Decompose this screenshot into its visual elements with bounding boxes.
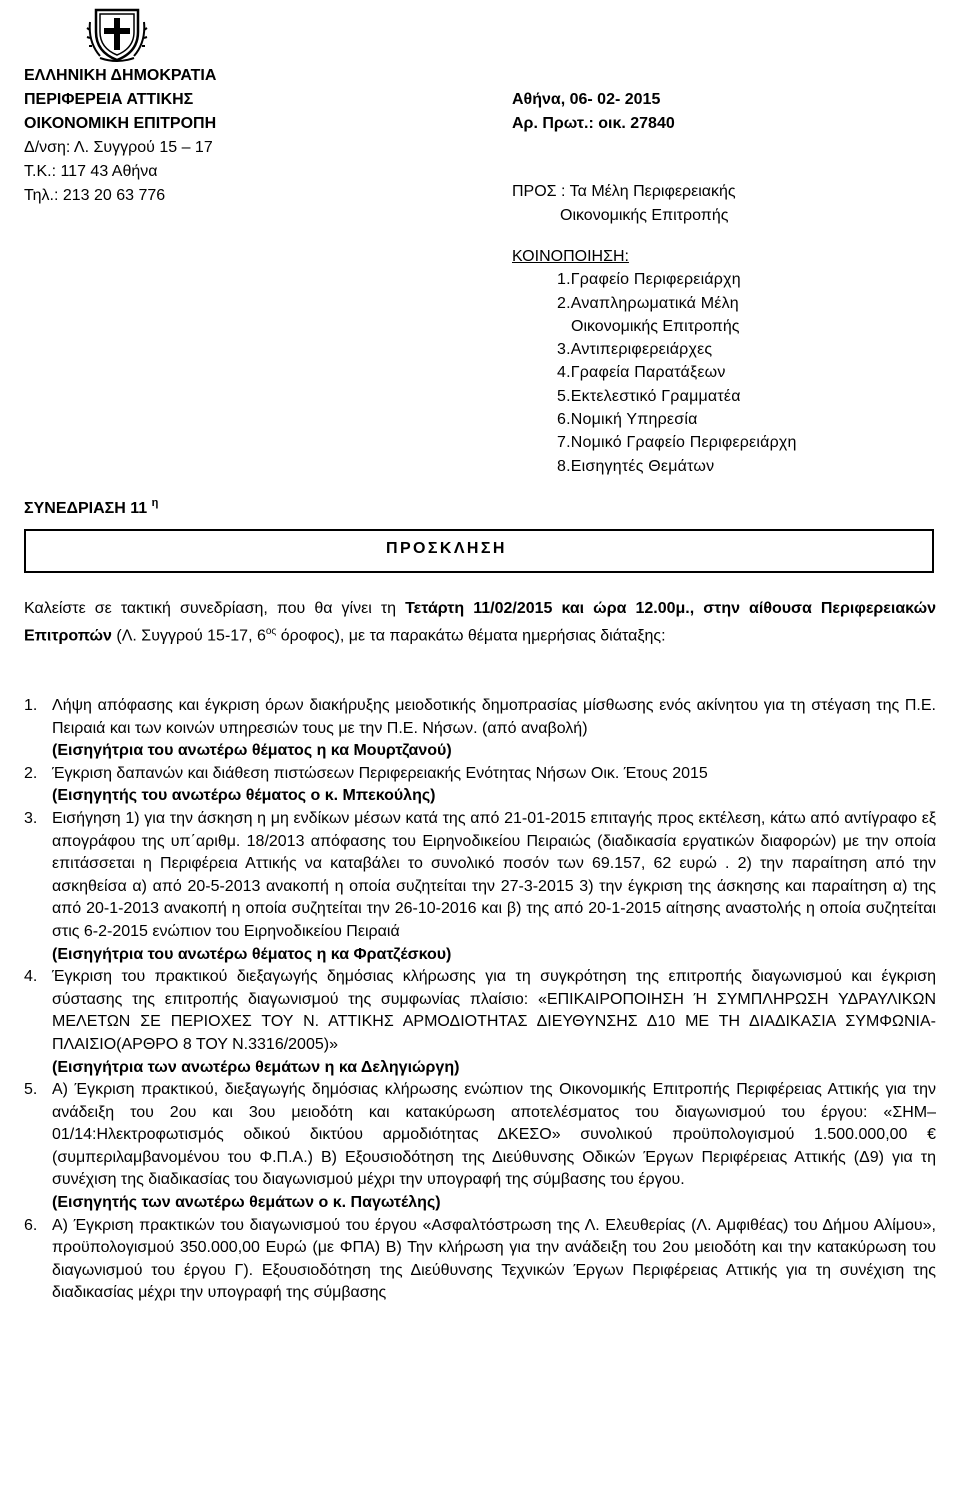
cc-item: 5.Εκτελεστικό Γραμματέα	[557, 387, 741, 405]
issuer-block	[24, 64, 216, 208]
session-sup: η	[151, 497, 159, 509]
cc-item: 7.Νομικό Γραφείο Περιφερειάρχη	[557, 434, 797, 452]
intro-paragraph	[24, 598, 936, 648]
agenda-rapporteur: (Εισηγητής των ανωτέρω θεμάτων ο κ. Παγωτέλης)	[52, 1194, 441, 1212]
issuer-line: Τηλ.: 213 20 63 776	[24, 187, 166, 204]
agenda-rapporteur: (Εισηγήτρια του ανωτέρω θέματος η κα Μουρτζανού)	[52, 742, 452, 760]
agenda-number: 5.	[24, 1081, 38, 1099]
recipient-line: Οικονομικής Επιτροπής	[560, 207, 729, 224]
agenda-list	[24, 695, 936, 1305]
intro-sup: ος	[265, 625, 277, 637]
issuer-line: ΟΙΚΟΝΟΜΙΚΗ ΕΠΙΤΡΟΠΗ	[24, 115, 217, 132]
agenda-item	[24, 966, 936, 1079]
agenda-number: 1.	[24, 697, 38, 714]
issuer-line: ΕΛΛΗΝΙΚΗ ΔΗΜΟΚΡΑΤΙΑ	[24, 67, 217, 84]
invitation-title: ΠΡΟΣΚΛΗΣΗ	[386, 540, 507, 557]
cc-item: 2.Αναπληρωματικά Μέλη	[557, 294, 739, 312]
cc-item: 8.Εισηγητές Θεμάτων	[557, 457, 715, 475]
document-date: Αθήνα, 06- 02- 2015	[512, 91, 661, 108]
cc-item: 4.Γραφεία Παρατάξεων	[557, 364, 726, 382]
agenda-rapporteur: (Εισηγήτρια του ανωτέρω θέματος η κα Φρατζέσκου)	[52, 945, 452, 963]
agenda-number: 4.	[24, 968, 38, 986]
agenda-rapporteur: (Εισηγητής του ανωτέρω θέματος ο κ. Μπεκούλης)	[52, 787, 436, 805]
agenda-text: Α) Έγκριση πρακτικών του διαγωνισμού του έργου «Ασφαλτόστρωση της Λ. Ελευθερίας (Λ. Αμφιθέας) του Δήμου Αλίμου», προϋπολογισμού 350.000,00 Ευρώ (με ΦΠΑ) Β) Την κλήρωση για την ανάδειξη του 2ου μειοδότη και την κατακύρωση του διαγωνισμού του έργου Γ). Εξουσιοδότηση της Διεύθυνσης Τεχνικών Έργων Περιφέρειας Αττικής για τη συνέχιση της διαδικασίας μέχρι την υπογραφή της σύμβασης	[52, 1216, 936, 1302]
agenda-item	[24, 1215, 936, 1305]
intro-text: όροφος), με τα παρακάτω θέματα ημερήσιας διάταξης:	[276, 626, 666, 644]
cc-item: 1.Γραφείο Περιφερειάρχη	[557, 271, 741, 289]
issuer-line: Δ/νση: Λ. Συγγρού 15 – 17	[24, 139, 213, 156]
agenda-rapporteur: (Εισηγήτρια των ανωτέρω θεμάτων η κα Δεληγιώργη)	[52, 1058, 460, 1076]
agenda-number: 2.	[24, 764, 38, 782]
recipient-line: ΠΡΟΣ : Τα Μέλη Περιφερειακής	[512, 183, 736, 200]
cc-title: ΚΟΙΝΟΠΟΙΗΣΗ:	[512, 248, 629, 265]
cc-item: 3.Αντιπεριφερειάρχες	[557, 341, 713, 359]
agenda-text: Έγκριση του πρακτικού διεξαγωγής δημόσιας κλήρωσης για τη συγκρότηση της επιτροπής διαγωνισμού και έγκριση σύστασης της επιτροπής διαγωνισμού της συμφωνίας πλαίσιο: «ΕΠΙΚΑΙΡΟΠΟΙΗΣΗ Ή ΣΥΜΠΛΗΡΩΣΗ ΥΔΡΑΥΛΙΚΩΝ ΜΕΛΕΤΩΝ ΣΕ ΠΕΡΙΟΧΕΣ ΤΟΥ Ν. ΑΤΤΙΚΗΣ ΑΡΜΟΔΙΟΤΗΤΑΣ ΔΙΕΥΘΥΝΣΗΣ Δ10 ΜΕ ΤΗ ΔΙΑΔΙΚΑΣΙΑ ΣΥΜΦΩΝΙΑ-ΠΛΑΙΣΙΟ(ΑΡΘΡΟ 8 ΤΟΥ Ν.3316/2005)»	[52, 968, 936, 1053]
greek-emblem-icon	[86, 2, 148, 64]
cc-item: 6.Νομική Υπηρεσία	[557, 411, 698, 429]
agenda-text: Εισήγηση 1) για την άσκηση η μη ενδίκων μέσων κατά της από 21-01-2015 επιταγής προς εκτέλεση, κάτω από αντίγραφο εξ απογράφου της υπ΄αριθμ. 18/2013 απόφασης του Ειρηνοδικείου Πειραιώς (διαδικασία εργατικών διαφορών) με την οποία επιτάσσεται η Περιφέρεια Αττικής να καταβάλει το συνολικό ποσόν των 69.157, 62 ευρώ . 2) την παραίτηση από την ασκηθείσα α) από 20-5-2013 ανακοπή η οποία συζητείται την 27-3-2015 3) την έγκριση της άσκησης και παραίτηση α) της από 20-1-2013 ανακοπή η οποία συζητείται την 26-10-2016 και β) της από 20-1-2015 αίτησης αναστολής η οποία συζητείται στις 6-2-2015 ενώπιον του Ειρηνοδικείου Πειραιά	[52, 809, 936, 940]
cc-item: Οικονομικής Επιτροπής	[571, 317, 740, 335]
agenda-text: Λήψη απόφασης και έγκριση όρων διακήρυξης μειοδοτικής δημοπρασίας μίσθωσης ενός ακίνητου για τη στέγαση της Π.Ε. Πειραιά και των κοινών υπηρεσιών τους με την Π.Ε. Νήσων. (από αναβολή)	[52, 697, 936, 737]
agenda-item	[24, 695, 936, 763]
issuer-line: ΠΕΡΙΦΕΡΕΙΑ ΑΤΤΙΚΗΣ	[24, 91, 194, 108]
agenda-text: Α) Έγκριση πρακτικού, διεξαγωγής δημόσιας κλήρωσης ενώπιον της Οικονομικής Επιτροπής Περιφέρειας Αττικής για την ανάδειξη του 2ου και 3ου μειοδότη και κατακύρωση αποτελέσματος του διαγωνισμού του έργου: «ΣΗΜ–01/14:Ηλεκτροφωτισμός οδικού δικτύου αρμοδιότητας ΔΚΕΣΟ» συνολικού προϋπολογισμού 1.500.000,00 € (συμπεριλαμβανομένου του Φ.Π.Α.) Β) Εξουσιοδότηση της Διεύθυνσης Οδικών Έργων Περιφέρειας Αττικής (Δ9) για τη συνέχιση της διαδικασίας του διαγωνισμού μέχρι την υπογραφή της σύμβασης του έργου.	[52, 1081, 936, 1189]
agenda-number: 3.	[24, 809, 38, 827]
date-protocol-block	[512, 88, 675, 136]
agenda-item	[24, 1079, 936, 1215]
session-text: ΣΥΝΕΔΡΙΑΣΗ 11	[24, 500, 148, 517]
agenda-number: 6.	[24, 1216, 38, 1234]
protocol-number: Αρ. Πρωτ.: οικ. 27840	[512, 115, 675, 132]
intro-text: Καλείστε σε τακτική συνεδρίαση, που θα γίνει τη	[24, 600, 406, 617]
session-label	[24, 497, 159, 518]
cc-block	[512, 245, 797, 478]
agenda-item	[24, 808, 936, 966]
intro-text: (Λ. Συγγρού 15-17, 6	[111, 626, 266, 644]
intro-bold: Τετάρτη 11/02/2015 και ώρα 12.00μ., στην αίθουσα Περιφερειακών Επιτροπών	[24, 600, 936, 644]
agenda-text: Έγκριση δαπανών και διάθεση πιστώσεων Περιφερειακής Ενότητας Νήσων Οικ. Έτους 2015	[52, 764, 708, 782]
issuer-line: Τ.Κ.: 117 43 Αθήνα	[24, 163, 158, 180]
recipients-block	[512, 180, 736, 228]
agenda-item	[24, 763, 936, 808]
